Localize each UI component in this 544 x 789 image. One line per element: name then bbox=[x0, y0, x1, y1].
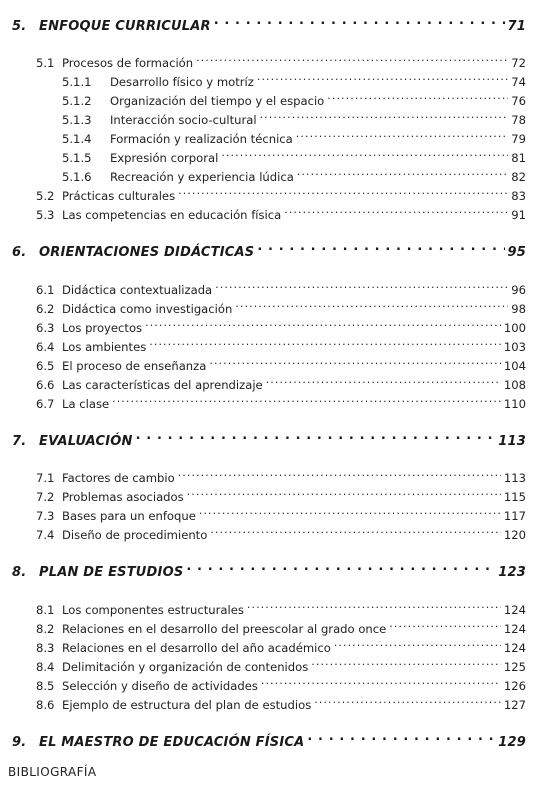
section-title: Las competencias en educación física bbox=[62, 208, 282, 222]
toc-section-6-7 bbox=[36, 390, 526, 413]
chapter-title: ORIENTACIONES DIDÁCTICAS bbox=[39, 245, 255, 260]
dot-leader bbox=[266, 371, 501, 389]
subsection-title: Expresión corporal bbox=[110, 151, 219, 165]
page-number: 95 bbox=[507, 245, 526, 260]
dot-leader bbox=[307, 728, 495, 746]
dot-leader bbox=[311, 653, 501, 671]
page-number: 79 bbox=[511, 132, 526, 146]
page-number: 123 bbox=[498, 565, 526, 580]
section-number: 6.7 bbox=[36, 397, 55, 411]
section-title: Selección y diseño de actividades bbox=[62, 679, 258, 693]
section-title: Didáctica como investigación bbox=[62, 302, 233, 316]
toc-chapter-5 bbox=[12, 12, 526, 36]
chapter-number: 5. bbox=[12, 19, 27, 34]
chapter-number: 8. bbox=[12, 565, 27, 580]
subsection-number: 5.1.3 bbox=[62, 113, 92, 127]
dot-leader bbox=[210, 521, 501, 539]
subsection-number: 5.1.4 bbox=[62, 132, 92, 146]
section-title: Relaciones en el desarrollo del preescolar al grado once bbox=[62, 622, 387, 636]
toc-section-7-4 bbox=[36, 521, 526, 544]
chapter-number: 9. bbox=[12, 735, 27, 750]
page-number: 96 bbox=[511, 283, 526, 297]
toc-chapter-6 bbox=[12, 238, 526, 262]
page-number: 115 bbox=[503, 490, 526, 504]
page-number: 98 bbox=[511, 302, 526, 316]
dot-leader bbox=[221, 144, 508, 162]
page-number: 120 bbox=[503, 528, 526, 542]
section-title: Factores de cambio bbox=[62, 471, 175, 485]
page-number: 82 bbox=[511, 170, 526, 184]
chapter-title: ENFOQUE CURRICULAR bbox=[39, 19, 211, 34]
section-title: Diseño de procedimiento bbox=[62, 528, 208, 542]
page-number: 83 bbox=[511, 189, 526, 203]
page-number: 126 bbox=[503, 679, 526, 693]
toc-section-5-3 bbox=[36, 201, 526, 224]
toc-chapter-8 bbox=[12, 558, 526, 582]
section-number: 7.1 bbox=[36, 471, 55, 485]
page-number: 110 bbox=[503, 397, 526, 411]
section-title: Relaciones en el desarrollo del año académico bbox=[62, 641, 331, 655]
dot-leader bbox=[199, 502, 501, 520]
section-title: Delimitación y organización de contenidos bbox=[62, 660, 309, 674]
dot-leader bbox=[149, 333, 501, 351]
bibliography-heading: BIBLIOGRAFÍA bbox=[8, 765, 97, 779]
section-number: 5.3 bbox=[36, 208, 55, 222]
section-number: 6.2 bbox=[36, 302, 55, 316]
page-number: 81 bbox=[511, 151, 526, 165]
dot-leader bbox=[260, 106, 509, 124]
section-number: 8.1 bbox=[36, 603, 55, 617]
subsection-number: 5.1.6 bbox=[62, 170, 92, 184]
page-number: 74 bbox=[511, 75, 526, 89]
dot-leader bbox=[178, 464, 501, 482]
subsection-number: 5.1.5 bbox=[62, 151, 92, 165]
dot-leader bbox=[187, 483, 501, 501]
section-title: Prácticas culturales bbox=[62, 189, 176, 203]
page-number: 113 bbox=[498, 434, 526, 449]
dot-leader bbox=[209, 352, 501, 370]
section-number: 6.4 bbox=[36, 340, 55, 354]
dot-leader bbox=[389, 615, 501, 633]
dot-leader bbox=[178, 182, 508, 200]
dot-leader bbox=[136, 427, 496, 445]
page-number: 124 bbox=[503, 641, 526, 655]
dot-leader bbox=[334, 634, 501, 652]
page-number: 100 bbox=[503, 321, 526, 335]
section-number: 8.6 bbox=[36, 698, 55, 712]
page-number: 113 bbox=[503, 471, 526, 485]
chapter-title: EVALUACIÓN bbox=[39, 434, 133, 449]
dot-leader bbox=[145, 314, 501, 332]
section-number: 5.1 bbox=[36, 56, 55, 70]
dot-leader bbox=[314, 691, 501, 709]
dot-leader bbox=[112, 390, 501, 408]
section-number: 7.3 bbox=[36, 509, 55, 523]
section-title: Procesos de formación bbox=[62, 56, 194, 70]
section-title: Los componentes estructurales bbox=[62, 603, 244, 617]
dot-leader bbox=[215, 276, 508, 294]
dot-leader bbox=[214, 12, 505, 30]
page-number: 91 bbox=[511, 208, 526, 222]
section-number: 8.5 bbox=[36, 679, 55, 693]
toc-chapter-9 bbox=[12, 728, 526, 752]
dot-leader bbox=[297, 163, 508, 181]
section-title: Ejemplo de estructura del plan de estudios bbox=[62, 698, 312, 712]
subsection-title: Organización del tiempo y el espacio bbox=[110, 94, 325, 108]
subsection-number: 5.1.1 bbox=[62, 75, 92, 89]
chapter-number: 7. bbox=[12, 434, 27, 449]
section-number: 6.3 bbox=[36, 321, 55, 335]
dot-leader bbox=[196, 49, 508, 67]
page-number: 124 bbox=[503, 622, 526, 636]
section-title: Bases para un enfoque bbox=[62, 509, 196, 523]
section-title: Los ambientes bbox=[62, 340, 147, 354]
section-title: La clase bbox=[62, 397, 110, 411]
page-number: 124 bbox=[503, 603, 526, 617]
section-number: 6.5 bbox=[36, 359, 55, 373]
page-number: 125 bbox=[503, 660, 526, 674]
subsection-title: Formación y realización técnica bbox=[110, 132, 293, 146]
toc-chapter-7 bbox=[12, 427, 526, 451]
page-number: 76 bbox=[511, 94, 526, 108]
toc-section-8-6 bbox=[36, 691, 526, 714]
page-number: 108 bbox=[503, 378, 526, 392]
chapter-number: 6. bbox=[12, 245, 27, 260]
section-number: 6.1 bbox=[36, 283, 55, 297]
subsection-title: Recreación y experiencia lúdica bbox=[110, 170, 294, 184]
section-number: 7.4 bbox=[36, 528, 55, 542]
page-number: 78 bbox=[511, 113, 526, 127]
section-number: 6.6 bbox=[36, 378, 55, 392]
section-number: 8.2 bbox=[36, 622, 55, 636]
dot-leader bbox=[235, 295, 508, 313]
dot-leader bbox=[186, 558, 495, 576]
section-title: Problemas asociados bbox=[62, 490, 184, 504]
dot-leader bbox=[257, 238, 504, 256]
chapter-title: PLAN DE ESTUDIOS bbox=[39, 565, 184, 580]
page-number: 72 bbox=[511, 56, 526, 70]
dot-leader bbox=[327, 87, 508, 105]
section-title: Los proyectos bbox=[62, 321, 143, 335]
section-title: Las características del aprendizaje bbox=[62, 378, 263, 392]
section-number: 7.2 bbox=[36, 490, 55, 504]
dot-leader bbox=[284, 201, 508, 219]
page-number: 127 bbox=[503, 698, 526, 712]
page-number: 104 bbox=[503, 359, 526, 373]
page-number: 103 bbox=[503, 340, 526, 354]
dot-leader bbox=[261, 672, 501, 690]
page-number: 129 bbox=[498, 735, 526, 750]
dot-leader bbox=[257, 68, 508, 86]
page-number: 71 bbox=[507, 19, 526, 34]
dot-leader bbox=[296, 125, 508, 143]
subsection-title: Interacción socio-cultural bbox=[110, 113, 257, 127]
subsection-title: Desarrollo físico y motríz bbox=[110, 75, 254, 89]
section-title: Didáctica contextualizada bbox=[62, 283, 213, 297]
dot-leader bbox=[247, 596, 501, 614]
section-number: 5.2 bbox=[36, 189, 55, 203]
section-number: 8.4 bbox=[36, 660, 55, 674]
subsection-number: 5.1.2 bbox=[62, 94, 92, 108]
chapter-title: EL MAESTRO DE EDUCACIÓN FÍSICA bbox=[39, 735, 305, 750]
page-number: 117 bbox=[503, 509, 526, 523]
section-number: 8.3 bbox=[36, 641, 55, 655]
section-title: El proceso de enseñanza bbox=[62, 359, 207, 373]
